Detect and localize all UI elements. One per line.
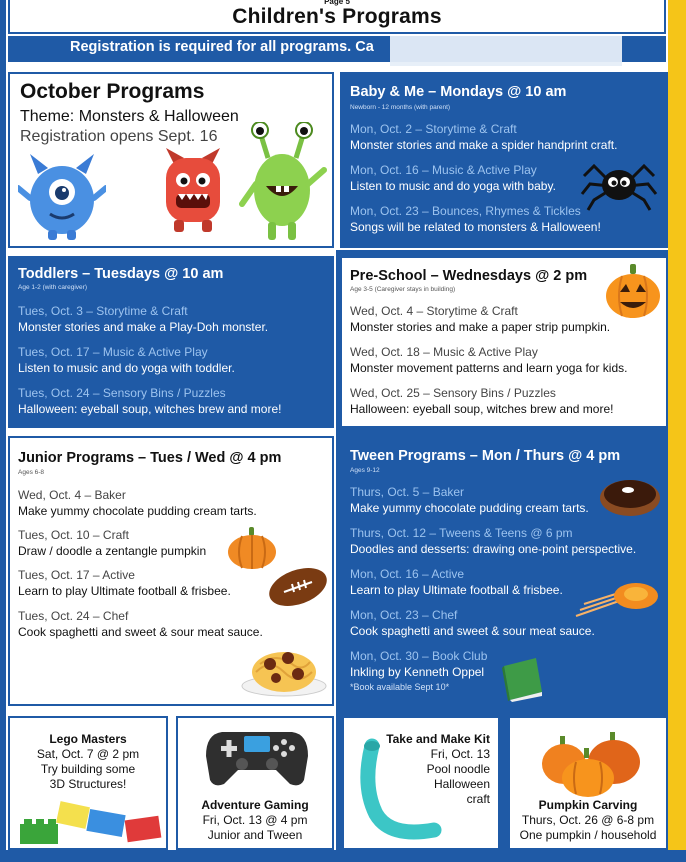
tween-event-date: Mon, Oct. 16 – Active [350,567,465,581]
toddlers-panel [8,256,334,428]
lego-bricks-icon [16,794,164,850]
tween-event-desc: Make yummy chocolate pudding cream tarts. [350,501,589,515]
junior-title: Junior Programs – Tues / Wed @ 4 pm [18,450,282,466]
toddlers-event-date: Tues, Oct. 3 – Storytime & Craft [18,304,188,318]
takemake-title: Take and Make Kit [386,732,490,746]
tween-event-date: Mon, Oct. 30 – Book Club [350,649,488,663]
page-label: Page 5 [324,0,350,6]
pool-noodle-icon [358,738,448,846]
tween-event-desc: Cook spaghetti and sweet & sour meat sauce. [350,624,595,638]
tween-event-desc: Inkling by Kenneth Oppel [350,665,485,679]
spaghetti-icon [240,638,328,698]
preschool-event-desc: Monster movement patterns and learn yoga for kids. [350,361,628,375]
toddlers-event-desc: Listen to music and do yoga with toddler. [18,361,235,375]
baby-event-desc: Monster stories and make a spider handprint craft. [350,138,618,152]
preschool-title: Pre-School – Wednesdays @ 2 pm [350,268,588,284]
tween-ages: Ages 9-12 [350,467,380,474]
adventure-gaming-card [176,716,334,850]
pumpkin-title: Pumpkin Carving [538,798,638,812]
blue-monster-icon [18,152,106,242]
lego-when: Sat, Oct. 7 @ 2 pm [36,747,140,761]
pumpkin-when: Thurs, Oct. 26 @ 6-8 pm [521,813,655,827]
tween-title: Tween Programs – Mon / Thurs @ 4 pm [350,448,621,464]
registration-text: Registration is required for all programs. Ca [70,39,374,55]
preschool-event-desc: Monster stories and make a paper strip pumpkin. [350,320,611,334]
jack-o-lantern-icon [604,262,662,320]
baby-event-date: Mon, Oct. 23 – Bounces, Rhymes & Tickles [350,204,581,218]
baby-event-date: Mon, Oct. 2 – Storytime & Craft [350,122,517,136]
junior-event-date: Tues, Oct. 17 – Active [18,568,135,582]
pumpkins-icon [538,728,644,798]
preschool-event-date: Wed, Oct. 18 – Music & Active Play [350,345,538,359]
bottom-blue-bar [0,850,686,862]
preschool-panel [340,256,668,428]
toddlers-event-date: Tues, Oct. 24 – Sensory Bins / Puzzles [18,386,226,400]
lego-masters-card [8,716,168,850]
tween-event-date: Thurs, Oct. 5 – Baker [350,485,465,499]
baby-event-desc: Listen to music and do yoga with baby. [350,179,556,193]
preschool-ages: Age 3-5 (Caregiver stays in building) [350,286,456,293]
tween-event-date: Thurs, Oct. 12 – Tweens & Teens @ 6 pm [350,526,573,540]
gaming-when: Fri, Oct. 13 @ 4 pm [202,813,308,827]
book-note: *Book available Sept 10* [350,682,450,692]
registration-opens: Registration opens Sept. 16 [20,128,218,145]
junior-event-desc: Make yummy chocolate pudding cream tarts. [18,504,257,518]
takemake-line: craft [466,792,490,806]
lego-line: Try building some [40,762,136,776]
toddlers-title: Toddlers – Tuesdays @ 10 am [18,266,224,282]
game-controller-icon [204,726,310,790]
page-title: Children's Programs [232,5,442,28]
frisbee-icon [574,580,660,620]
junior-programs-panel [8,436,334,706]
takemake-when: Fri, Oct. 13 [430,747,490,761]
right-yellow-stripe [668,0,686,862]
junior-event-date: Tues, Oct. 10 – Craft [18,528,129,542]
baby-ages: Newborn - 12 months (with parent) [350,104,451,111]
junior-event-desc: Learn to play Ultimate football & frisbee. [18,584,231,598]
redacted-area [390,36,622,66]
tween-event-date: Mon, Oct. 23 – Chef [350,608,458,622]
tween-event-desc: Learn to play Ultimate football & frisbee. [350,583,563,597]
lego-line: 3D Structures! [49,777,127,791]
football-icon [266,564,330,610]
takemake-line: Pool noodle [426,762,490,776]
junior-event-desc: Cook spaghetti and sweet & sour meat sauce. [18,625,263,639]
junior-ages: Ages 6-8 [18,469,45,476]
october-programs-panel [8,72,334,248]
baby-event-desc: Songs will be related to monsters & Halloween! [350,220,601,234]
header-title-box [8,0,666,34]
pudding-tart-icon [598,472,662,518]
toddlers-ages: Age 1-2 (with caregiver) [18,284,87,291]
green-monster-icon [238,122,328,244]
gaming-line: Junior and Tween [207,828,303,842]
lego-title: Lego Masters [49,732,127,746]
october-title: October Programs [20,80,205,103]
take-and-make-card [342,716,500,850]
junior-event-desc: Draw / doodle a zentangle pumpkin [18,544,207,558]
gaming-title: Adventure Gaming [201,798,309,812]
pumpkin-carving-card [508,716,668,850]
junior-event-date: Wed, Oct. 4 – Baker [18,488,126,502]
red-monster-icon [160,148,226,234]
preschool-event-date: Wed, Oct. 4 – Storytime & Craft [350,304,518,318]
toddlers-event-date: Tues, Oct. 17 – Music & Active Play [18,345,208,359]
pumpkin-line: One pumpkin / household [519,828,657,842]
baby-and-me-panel [340,72,668,248]
tween-event-desc: Doodles and desserts: drawing one-point perspective. [350,542,637,556]
tween-programs-panel [340,436,668,706]
toddlers-event-desc: Halloween: eyeball soup, witches brew and more! [18,402,282,416]
book-icon [498,652,546,702]
spider-icon [580,154,658,212]
left-blue-stripe [0,0,6,862]
takemake-line: Halloween [433,777,490,791]
junior-event-date: Tues, Oct. 24 – Chef [18,609,129,623]
toddlers-event-desc: Monster stories and make a Play-Doh monster. [18,320,269,334]
preschool-event-desc: Halloween: eyeball soup, witches brew and more! [350,402,614,416]
baby-event-date: Mon, Oct. 16 – Music & Active Play [350,163,537,177]
baby-title: Baby & Me – Mondays @ 10 am [350,84,567,100]
october-theme: Theme: Monsters & Halloween [20,108,239,125]
preschool-event-date: Wed, Oct. 25 – Sensory Bins / Puzzles [350,386,556,400]
